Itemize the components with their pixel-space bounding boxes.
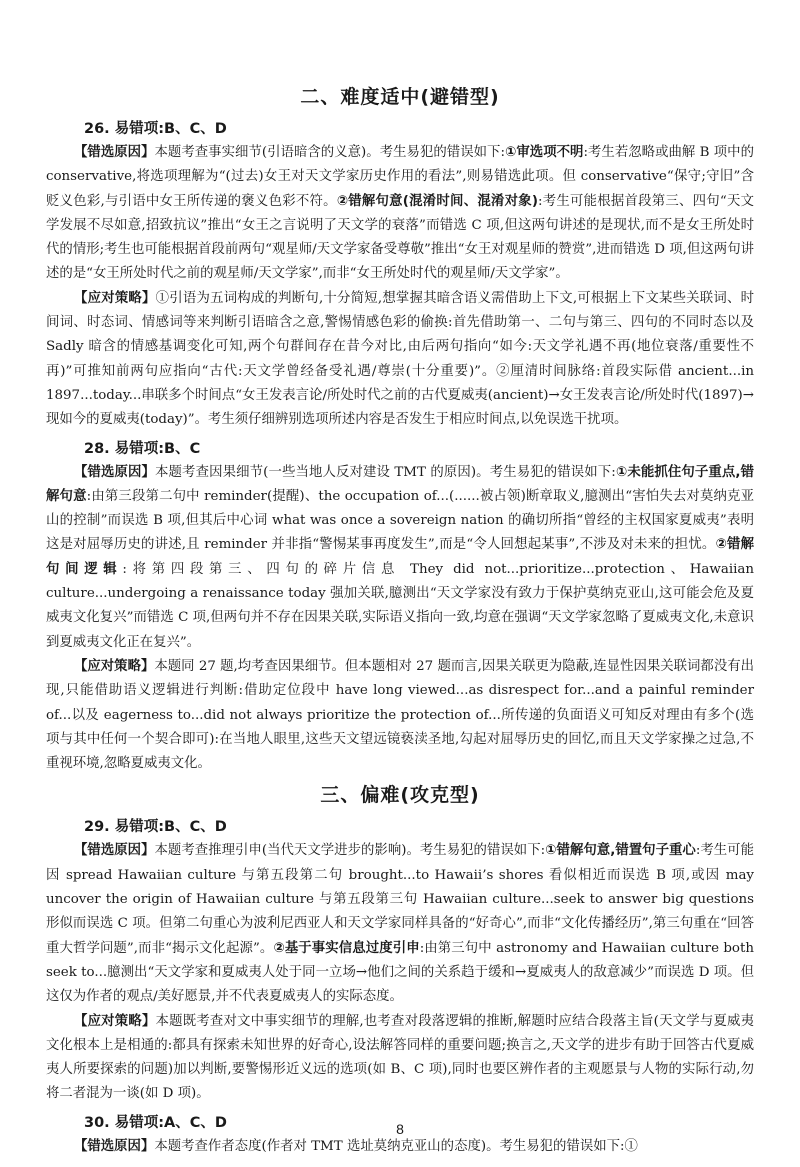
- reason-label: 【错选原因】: [74, 1138, 155, 1154]
- strategy-label: 【应对策略】: [74, 290, 156, 306]
- error-explanation-2: :将第四段第三、四句的碎片信息 They did not...prioritize...protection、Hawaiian culture...undergoing a renaissance today 强加关联,臆测出“天文学家没有致力于保护莫纳克亚山,这可能会危及夏威夷文化复兴”而错选 C 项,但两句并不存在因果关联,实际语义指向一致,均意在强调“天文学家忽略了夏威夷文化,未意识到夏威夷文化正在复兴”。: [46, 561, 754, 650]
- question-28-reason: [46, 461, 754, 655]
- reason-label: 【错选原因】: [74, 464, 156, 480]
- error-explanation-2: :考生可能根据首段第三、四句“天文学发展不尽如意,招致抗议”推出“女王之言说明了天文学的衰落”而错选 C 项,但这两句讲述的是现状,而不是女王所处时代的情形;考生也可能根据首段前两句“观星师/天文学家备受尊敬”推出“女王对观星师的赞赏”,进而错选 D 项,但这两句讲述的是“女王所处时代之前的观星师/天文学家”,而非“女王所处时代的观星师/天文学家”。: [46, 193, 755, 282]
- question-29-reason: [46, 839, 754, 1009]
- question-26-heading: 26. 易错项:B、C、D: [84, 121, 227, 137]
- strategy-text: 本题既考查对文中事实细节的理解,也考查对段落逻辑的推断,解题时应结合段落主旨(天文学与夏威夷文化根本上是相通的:都具有探索未知世界的好奇心,设法解答同样的重要问题;换言之,天文学的进步有助于回答古代夏威夷人所要探索的问题)加以判断,要警惕形近义远的选项(如 B、C 项),同时也要区辨作者的主观愿景与人物的实际行动,勿将二者混为一谈(如 D 项)。: [46, 1013, 755, 1102]
- page-number: 8: [396, 1121, 404, 1137]
- error-type-1: ①未能抓住句子重点,错解句意: [46, 464, 755, 504]
- question-29-strategy: [46, 1010, 754, 1107]
- question-29-heading: 29. 易错项:B、C、D: [84, 819, 227, 836]
- error-type-2: ②错解句间逻辑: [46, 537, 754, 577]
- question-26-strategy: [46, 287, 754, 433]
- question-26-block: [46, 117, 754, 433]
- strategy-text: ①引语为五词构成的判断句,十分简短,想掌握其暗含语义需借助上下文,可根据上下文某些关联词、时间词、时态词、情感词等来判断引语暗含之意,警惕情感色彩的偷换:首先借助第一、二句与第三、四句的不同时态以及 Sadly 暗含的情感基调变化可知,两个句群间存在昔今对比,由后两句指向“如今:天文学礼遇不再(地位衰落/重要性不再)”可推知前两句应指向“古代:天文学曾经备受礼遇/尊崇(十分重要)”。②厘清时间脉络:首段实际借 ancient...in 1897...today...串联多个时间点“女王发表言论/所处时代之前的古代夏威夷(ancient)→女王发表言论/所处时代(1897)→现如今的夏威夷(today)”。考生须仔细辨别选项所述内容是否发生于相应时间点,以免误选干扰项。: [46, 290, 754, 428]
- error-explanation-2: :由第三句中 astronomy and Hawaiian culture both seek to...臆测出“天文学家和夏威夷人处于同一立场→他们之间的关系趋于缓和→夏威夷人的敌意减少”而误选 D 项。但这仅为作者的观点/美好愿景,并不代表夏威夷人的实际态度。: [46, 940, 754, 1005]
- strategy-label: 【应对策略】: [74, 1013, 156, 1029]
- section-title-difficult: 三、偏难(攻克型): [320, 784, 480, 807]
- reason-intro: 本题考查因果细节(一些当地人反对建设 TMT 的原因)。考生易犯的错误如下:: [155, 464, 616, 480]
- reason-label: 【错选原因】: [74, 145, 155, 160]
- error-type-1: ①审选项不明: [504, 145, 584, 160]
- question-29-block: [46, 815, 754, 1106]
- error-explanation-1: :考生可能因 spread Hawaiian culture 与第五段第二句 brought...to Hawaii’s shores 看似相近而误选 B 项,或因 may uncover the origin of Hawaiian culture 与第五段第三句 Hawaiian culture...seek to answer big questions 形似而误选 C 项。但第二句重心为波利尼西亚人和天文学家同样具备的“好奇心”,而非“文化传播经历”,第三句重在“回答重大哲学问题”,而非“揭示文化起源”。: [46, 843, 754, 956]
- reason-intro: 本题考查事实细节(引语暗含的义意)。考生易犯的错误如下:: [154, 145, 505, 160]
- section-title-moderate: 二、难度适中(避错型): [300, 86, 500, 108]
- error-explanation-1: :考生若忽略或曲解 B 项中的 conservative,将选项理解为“(过去)女王对天文学家历史作用的看法”,则易错选此项。但 conservative“保守;守旧”含贬义色彩,与引语中女王所传递的褒义色彩不符。: [46, 145, 754, 209]
- question-28-strategy: [46, 655, 754, 776]
- reason-label: 【错选原因】: [74, 843, 155, 859]
- question-30-heading: 30. 易错项:A、C、D: [84, 1114, 227, 1131]
- question-28-heading: 28. 易错项:B、C: [84, 440, 201, 457]
- strategy-label: 【应对策略】: [74, 658, 155, 674]
- error-type-2: ②错解句意(混淆时间、混淆对象): [336, 193, 538, 209]
- strategy-text: 本题同 27 题,均考查因果细节。但本题相对 27 题而言,因果关联更为隐蔽,连显性因果关联词都没有出现,只能借助语义逻辑进行判断:借助定位段中 have long viewed...as disrespect for...and a painful reminder of...以及 eagerness to...did not always prioritize the protection of...所传递的负面语义可知反对理由有多个(选项与其中任何一个契合即可):在当地人眼里,这些天文望远镜亵渎圣地,勾起对屈辱历史的回忆,而且天文学家操之过急,不重视环境,忽略夏威夷文化。: [46, 658, 755, 772]
- reason-intro: 本题考查推理引申(当代天文学进步的影响)。考生易犯的错误如下:: [154, 843, 546, 859]
- question-28-block: [46, 437, 754, 777]
- error-explanation-1: :由第三段第二句中 reminder(提醒)、the occupation of...(......被占领)断章取义,臆测出“害怕失去对莫纳克亚山的控制”而误选 B 项,但其后中心词 what was once a sovereign nation 的确切所指“曾经的主权国家夏威夷”表明这是对屈辱历史的讲述,且 reminder 并非指“警惕某事再度发生”,而是“令人回想起某事”,不涉及对未来的担忧。: [46, 488, 755, 553]
- question-26-reason: [46, 141, 754, 287]
- question-30-reason: [46, 1135, 754, 1159]
- error-type-1: ①错解句意,错置句子重心: [545, 843, 696, 859]
- error-type-2: ②基于事实信息过度引申: [273, 940, 420, 956]
- reason-intro: 本题考查作者态度(作者对 TMT 选址莫纳克亚山的态度)。考生易犯的错误如下:①: [154, 1138, 638, 1154]
